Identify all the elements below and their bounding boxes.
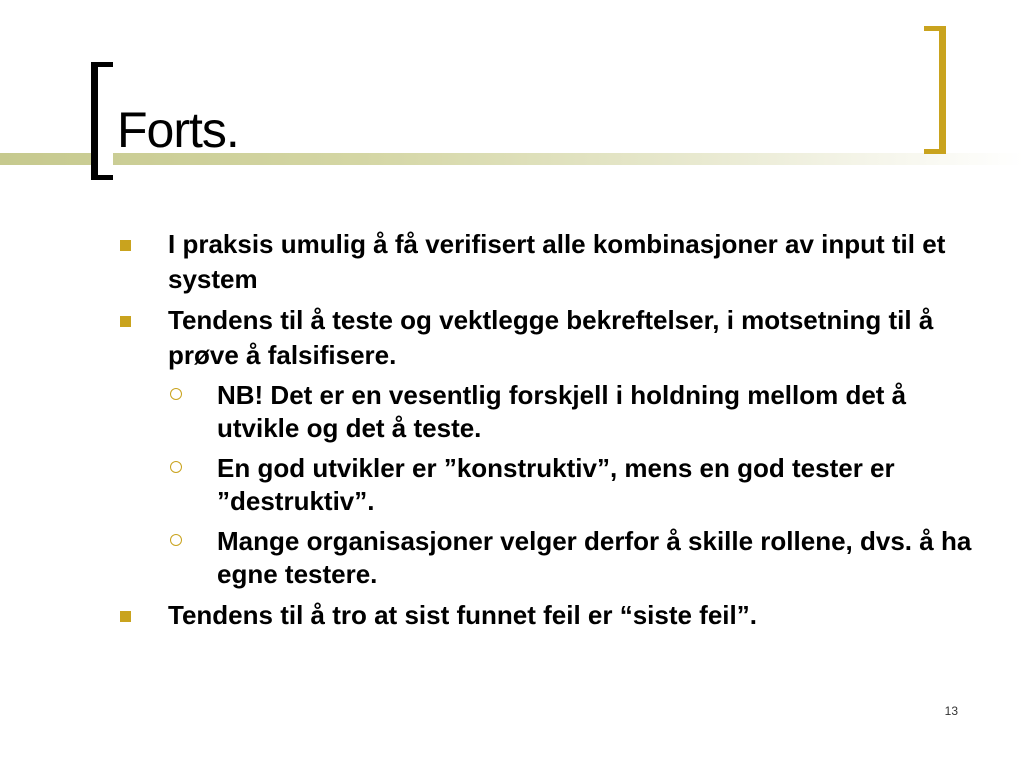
sub-bullet-text: NB! Det er en vesentlig forskjell i holdning mellom det å utvikle og det å teste.	[217, 380, 907, 443]
slide-content	[118, 227, 978, 639]
sub-bullet-item	[118, 452, 978, 518]
bullet-item	[118, 227, 978, 297]
square-bullet-icon	[120, 240, 131, 251]
sub-bullet-text: En god utvikler er ”konstruktiv”, mens en god tester er ”destruktiv”.	[217, 453, 895, 516]
circle-bullet-icon	[170, 534, 182, 546]
bullet-item	[118, 598, 978, 633]
square-bullet-icon	[120, 316, 131, 327]
right-bracket-icon	[924, 26, 946, 154]
bullet-text: Tendens til å teste og vektlegge bekreftelser, i motsetning til å prøve å falsifisere.	[168, 305, 934, 370]
circle-bullet-icon	[170, 461, 182, 473]
bullet-text: I praksis umulig å få verifisert alle kombinasjoner av input til et system	[168, 229, 946, 294]
sub-bullet-item	[118, 379, 978, 445]
circle-bullet-icon	[170, 388, 182, 400]
slide-title: Forts.	[117, 102, 239, 158]
square-bullet-icon	[120, 611, 131, 622]
sub-bullet-text: Mange organisasjoner velger derfor å skille rollene, dvs. å ha egne testere.	[217, 526, 972, 589]
bullet-text: Tendens til å tro at sist funnet feil er “siste feil”.	[168, 600, 757, 630]
page-number: 13	[944, 704, 958, 718]
left-bracket-icon	[91, 62, 113, 180]
bullet-item	[118, 303, 978, 373]
sub-bullet-item	[118, 525, 978, 591]
